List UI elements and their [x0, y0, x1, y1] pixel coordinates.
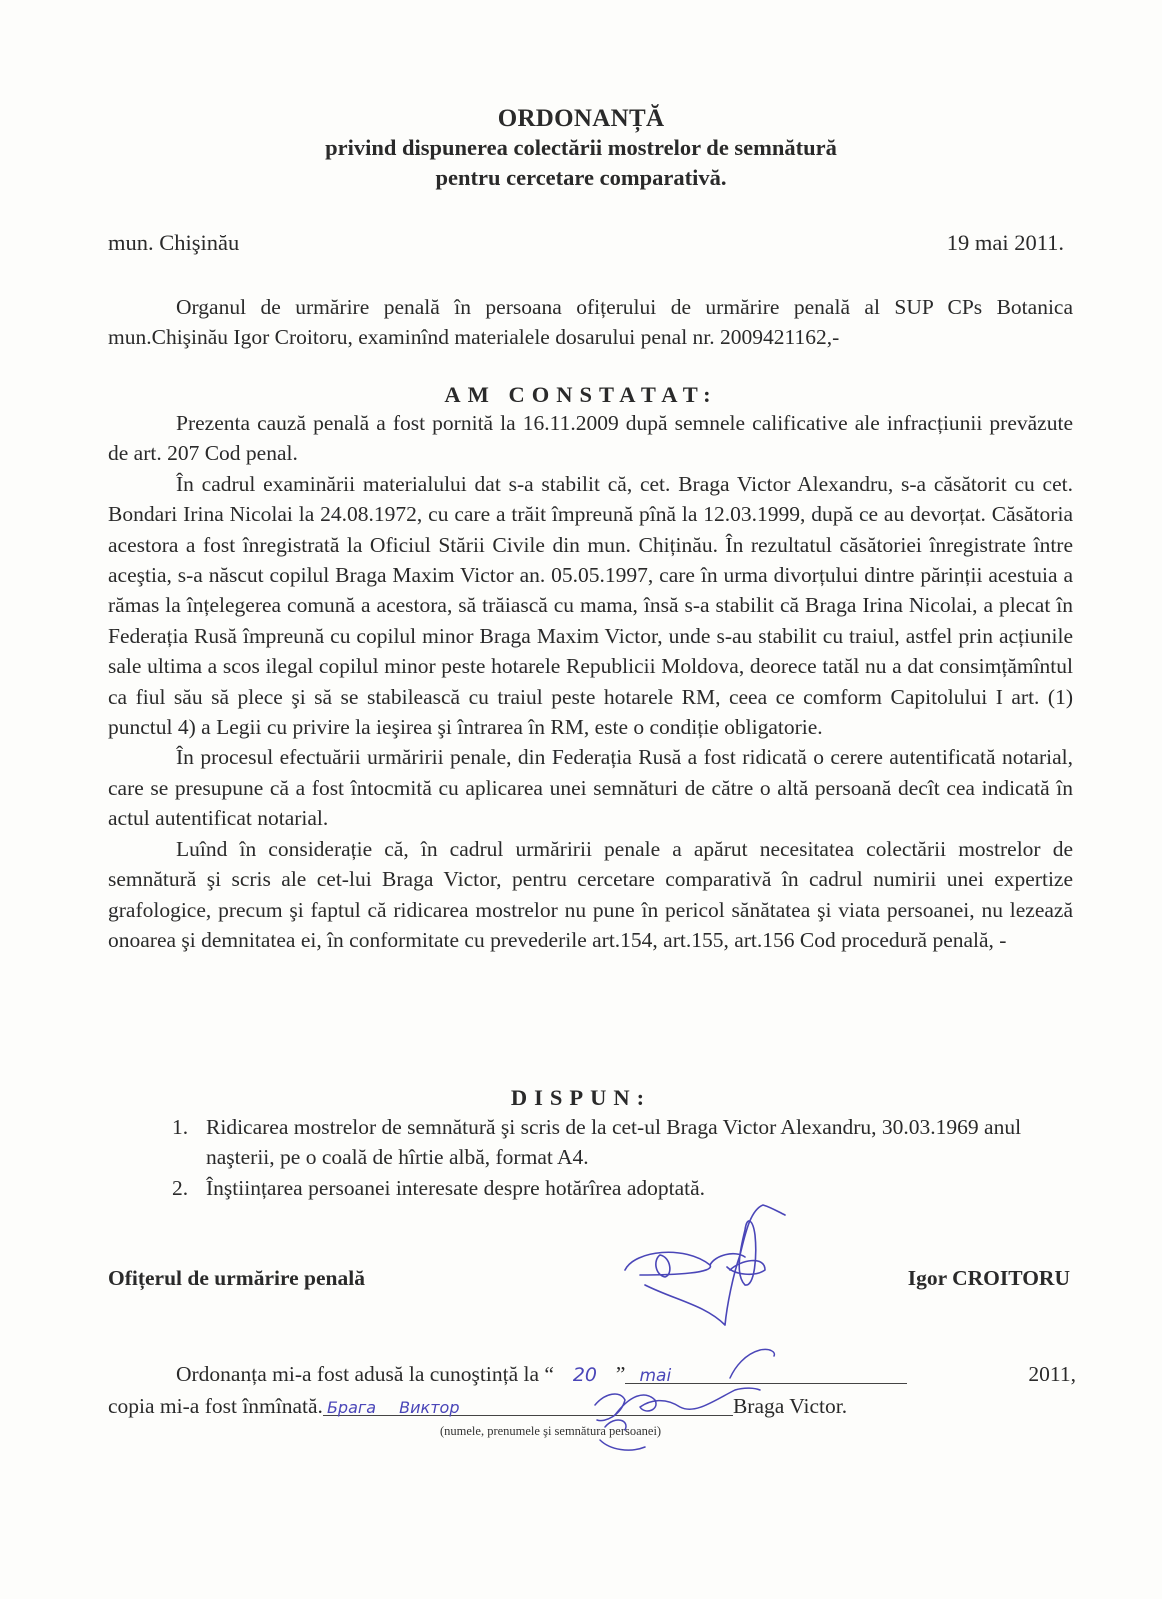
intro-paragraph-block [108, 292, 1073, 353]
fact-paragraph: În procesul efectuării urmăririi penale, din Federația Rusă a fost ridicată o cerere autentificată notarial, care se presupune că a fost întocmită cu aplicarea unei semnături de către o altă persoană decît cea indicată în actul autentificat notarial. [108, 745, 1073, 831]
order-item [172, 1112, 1072, 1173]
facts-section [108, 408, 1073, 955]
officer-role: Ofițerul de urmărire penală [108, 1266, 365, 1290]
copy-received-text: copia mi-a fost înmînată. [108, 1394, 323, 1418]
title-block [0, 104, 1162, 193]
fact-paragraph: Luînd în considerație că, în cadrul urmăririi penale a apărut necesitatea colectării mostrelor de semnătură şi scris ale cet-lui Braga Victor, pentru cercetare comparativă în cadrul numirii unei expertize grafologice, precum şi faptul că ridicarea mostrelor nu pune în pericol sănătatea şi viata persoanei, nu lezează onoarea şi demnitatea ei, în conformitate cu prevederile art.154, art.155, art.156 Cod procedură penală, - [108, 836, 1073, 952]
fact-paragraph: În cadrul examinării materialului dat s-a stabilit că, cet. Braga Victor Alexandru, s-a căsătorit cu cet. Bondari Irina Nicolai la 24.08.1972, cu care a trăit împreună pînă la 12.03.1999, după ce au devorțat. Căsătoria acestora a fost înregistrată la Oficiul Stării Civile din mun. Chiținău. În rezultatul căsătoriei înregistrate între aceştia, s-a născut copilul Braga Maxim Victor an. 05.05.1997, care în urma divorțului dintre părinții acestuia a rămas la înțelegerea comună a acestora, să trăiască cu mama, însă s-a stabilit că Braga Irina Nicolai, a plecat în Federația Rusă împreună cu copilul minor Braga Maxim Victor, unde s-au stabilit cu traiul, astfel prin acțiunile sale ultima a scos ilegal copilul minor peste hotarele Republicii Moldova, deorece tatăl nu a dat consimțămîntul ca fiul său să plece şi să se stabilească cu traiul peste hotarele RM, ceea ce comform Capitolului I art. (1) punctul 4) a Legii cu privire la ieşirea şi întrarea în RM, este o condiție obligatorie. [108, 471, 1073, 740]
acknowledgement-prefix: Ordonanța mi-a fost adusă la cunoştință la “ [176, 1362, 554, 1386]
intro-paragraph: Organul de urmărire penală în persoana ofițerului de urmărire penală al SUP CPs Botanica mun.Chişinău Igor Croitoru, examinînd materialele dosarului penal nr. 2009421162,- [108, 295, 1073, 350]
document-date: 19 mai 2011. [946, 230, 1064, 255]
document-title: ORDONANȚĂ [497, 105, 665, 132]
quote-close: ” [615, 1362, 626, 1386]
handwritten-day-stroke [690, 1342, 780, 1382]
orders-list [172, 1112, 1072, 1203]
handwritten-month: mai [625, 1360, 907, 1384]
acknowledgement-year: 2011, [1028, 1362, 1076, 1386]
signature-field-caption: (numele, prenumele şi semnătura persoanei) [440, 1424, 662, 1438]
dispun-heading: DISPUN: [510, 1085, 652, 1110]
handwritten-name: Брага Виктор [323, 1392, 733, 1416]
recipient-signature [585, 1385, 765, 1455]
document-subtitle-line1: privind dispunerea colectării mostrelor de semnătură [325, 135, 837, 160]
recipient-name: Braga Victor. [732, 1394, 848, 1418]
constatat-heading: AM CONSTATAT: [444, 382, 718, 407]
officer-signature [615, 1195, 795, 1335]
officer-name: Igor CROITORU [907, 1266, 1070, 1290]
order-text: Ridicarea mostrelor de semnătură şi scris de la cet-ul Braga Victor Alexandru, 30.03.1969 anul naşterii, pe o coală de hîrtie albă, format A4. [206, 1115, 1022, 1170]
order-number: 2. [172, 1175, 189, 1200]
order-number: 1. [172, 1115, 189, 1139]
order-text: Înştiințarea persoanei interesate despre hotărîrea adoptată. [206, 1175, 706, 1200]
handwritten-day: 20 [572, 1364, 598, 1386]
fact-paragraph: Prezenta cauză penală a fost pornită la 16.11.2009 după semnele calificative ale infracțiunii prevăzute de art. 207 Cod penal. [108, 411, 1073, 466]
place: mun. Chişinău [108, 230, 240, 255]
document-subtitle-line2: pentru cercetare comparativă. [435, 165, 727, 190]
